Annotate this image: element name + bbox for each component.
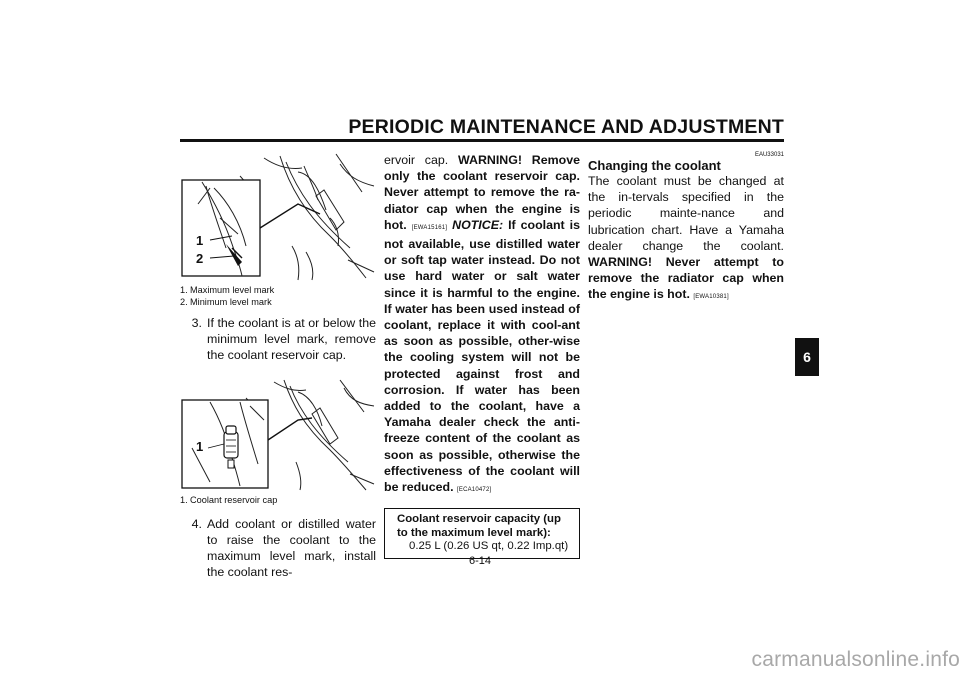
callout-1: 1 xyxy=(196,438,204,454)
callout-2: 2 xyxy=(196,251,204,266)
changing-coolant-paragraph: The coolant must be changed at the in-tervals specified in the periodic mainte-nance and lubrication chart. Have a Yamaha dealer change the coolant. WARNING! Never attempt to remove the radiator cap when the engine is hot. [EWA10381] xyxy=(588,174,784,302)
spec-value: 0.25 L (0.26 US qt, 0.22 Imp.qt) xyxy=(409,540,569,553)
column-2 xyxy=(384,152,580,559)
callout-1: 1 xyxy=(196,233,204,248)
section-code: EAU33031 xyxy=(754,152,784,158)
warning-reference: [EWA15161] xyxy=(411,224,448,231)
warning-reference: [EWA10381] xyxy=(693,294,729,301)
notice-text: If coolant is not available, use distilled water or soft tap water instead. Do not use hard water or salt water since it is harmful to the engine. If water has been used instead of coolant, replace it with cool-ant as soon as possible, other-wise the cooling system will not be protected against frost and corrosion. If water has been added to the coolant, have a Yamaha dealer check the anti-freeze content of the coolant as soon as possible, otherwise the effectiveness of the coolant will be reduced. xyxy=(384,217,580,495)
watermark: carmanualsonline.info xyxy=(751,648,960,671)
notice-reference: [ECA10472] xyxy=(457,487,492,494)
caption: 1. Maximum level mark xyxy=(180,285,275,295)
figure-level-marks xyxy=(180,152,376,282)
warning-text: WARNING! Never attempt to remove the radiator cap when the engine is hot. xyxy=(588,255,784,302)
caption: 2. Minimum level mark xyxy=(180,297,272,307)
step-3: 3. If the coolant is at or below the minimum level mark, remove the coolant reservoir cap. xyxy=(191,316,376,363)
coolant-capacity-box xyxy=(384,508,580,559)
chapter-tab[interactable]: 6 xyxy=(795,338,819,376)
column-3 xyxy=(588,152,784,306)
section-heading: Changing the coolant xyxy=(588,158,721,173)
page-title: PERIODIC MAINTENANCE AND ADJUSTMENT xyxy=(348,116,784,138)
caption: 1. Coolant reservoir cap xyxy=(180,494,278,505)
reservoir-cap-illustration xyxy=(180,378,376,492)
warning-text: WARNING! Remove only the coolant reservoir cap. Never attempt to remove the ra-diator cap when the engine is hot. xyxy=(384,153,580,232)
figure-1-captions xyxy=(180,284,376,308)
notice-label: NOTICE: xyxy=(452,217,504,232)
figure-2-captions xyxy=(180,494,376,506)
column-1 xyxy=(180,152,376,580)
warning-notice-paragraph: ervoir cap. WARNING! Remove only the coolant reservoir cap. Never attempt to remove the ra-diator cap when the engine is hot. [EWA15161] NOTICE: If coolant is not available, use distilled water or soft tap water instead. Do not use hard water or salt water since it is harmful to the engine. If water has been used instead of coolant, replace it with cool-ant as soon as possible, other-wise the cooling system will not be protected against frost and corrosion. If water has been added to the coolant, have a Yamaha dealer check the anti-freeze content of the coolant as soon as possible, otherwise the effectiveness of the coolant will be reduced. [ECA10472] xyxy=(384,153,580,495)
step-4: 4. Add coolant or distilled water to raise the coolant to the maximum level mark, install the coolant res- xyxy=(191,516,376,580)
coolant-reservoir-illustration xyxy=(180,152,376,282)
figure-reservoir-cap xyxy=(180,378,376,492)
title-rule xyxy=(180,139,784,142)
spec-label: Coolant reservoir capacity (up to the maximum level mark): xyxy=(397,513,561,539)
page-number: 6-14 xyxy=(468,555,492,567)
